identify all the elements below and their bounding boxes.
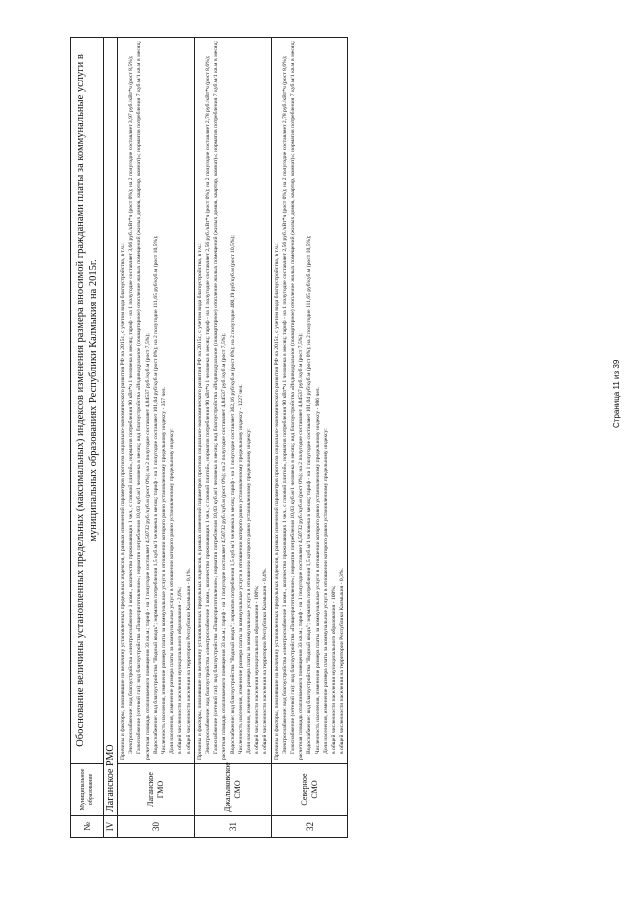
justification-line: Численность населения, изменение размера платы за коммунальные услуги в отношении которого равно установленному предельному индексу - 1227 чел. [237,384,244,754]
justification-line: Электроснабжение: вид благоустройства «электроснабжение 1 комн., количество проживающих 1 чел., с газовой плитой», норматив потребления 90 кВт*ч 1 человека в месяц; тариф - на 1 полугодие составляет 2,56 руб./кВт*ч (рост 0%); на 2 полугодие составляет 2,78 руб./кВт*ч (рост 8,6%); [281,55,288,754]
justification-line: Причины и факторы, повлиявшие на величину установленных предельных индексов, в рамках изменений параметров прогноза социально-экономического развития РФ на 2015г., с учетом вида благоустройства, в т.ч.: [120,243,126,760]
justification-line: Водоснабжение: вид благоустройства "Водный вводъ"; норматив потребления 1,5 куб.м/1 человека в месяц; тариф - на 1 полугодие составляет 362,16 руб/куб.м (рост 0%); на 2 полугодие 400,19 руб/куб.м (рост 10,5%); [229,235,236,754]
justification-line: в общей численности населения муниципального образования - 2,6%; [177,586,184,754]
document-page [70,38,608,838]
header-municipality: Муниципальное образование [71,764,104,816]
justification-line: Газоснабжение (сетевой газ): вид благоустройства «Пищеприготовление»; норматив потребления 10,03 куб.м/1 человека в месяц; вид благоустройства «Индивидуальное (поквартирное) отопление жилых помещений (жилых домов, квартир, комнат)»; норматив потребления 7 куб.м/1 кв.м в месяц; расчетная площадь отапливаемого помещения 33 кв.м.; тариф - на 1 полугодие составляет 4,50732 руб./куб.м (рост 0%); на 2 полугодие составляет 4,84537 руб./куб.м (рост 7,5%); [136,41,151,760]
justification-line: Электроснабжение: вид благоустройства «электроснабжение 1 комн., количество проживающих 1 чел., с газовой плитой», норматив потребления 90 кВт*ч 1 человека в месяц; тариф - на 1 полугодие составляет 2,56 руб./кВт*ч (рост 0%); на 2 полугодие составляет 2,78 руб./кВт*ч (рост 8,6%); [205,55,212,754]
justification-line: Численность населения, изменение размера платы за коммунальные услуги в отношении которого равно установленному предельному индексу - 357 чел. [161,387,168,754]
justification-line: в общей численности населения на территории Республики Калмыкия - 0,1%. [185,568,192,754]
section-num: IV [104,816,118,838]
row-number: 30 [118,816,195,838]
justification-line: Водоснабжение: вид благоустройства "Водный вводъ"; норматив потребления 1,5 куб.м/1 человека в месяц; тариф - на 1 полугодие составляет 101,04 руб/куб.м (рост 0%); на 2 полугодие 111,65 руб/куб.м (рост 10,5%); [306,235,313,754]
row-justification [118,38,195,764]
justification-line: Электроснабжение: вид благоустройства «электроснабжение 1 комн., количество проживающих 1 чел., с газовой плитой», норматив потребления 90 кВт*ч 1 человека в месяц; тариф - на 1 полугодие составляет 3,66 руб./кВт*ч (рост 0%); на 2 полугодие составляет 3,97 руб./кВт*ч (рост 8,5%); [128,55,135,754]
justification-line: Численность населения, изменение размера платы за коммунальные услуги в отношении которого равно установленному предельному индексу - 986 чел. [314,387,321,754]
justification-line: Газоснабжение (сетевой газ): вид благоустройства «Пищеприготовление»; норматив потребления 10,03 куб.м/1 человека в месяц; вид благоустройства «Индивидуальное (поквартирное) отопление жилых помещений (жилых домов, квартир, комнат)»; норматив потребления 7 куб.м/1 кв.м в месяц; расчетная площадь отапливаемого помещения 33 кв.м.; тариф - на 1 полугодие составляет 4,50732 руб./куб.м (рост 0%); на 2 полугодие составляет 4,84537 руб./куб.м (рост 7,5%); [213,41,228,760]
justification-line: Доля населения, изменение размера платы за коммунальные услуги в отношении которого равно установленному предельному индексу: [246,428,253,754]
justification-line: в общей численности населения муниципального образования - 100%; [254,585,261,754]
table-row [271,38,348,838]
justification-line: Причины и факторы, повлиявшие на величину установленных предельных индексов, в рамках изменений параметров прогноза социально-экономического развития РФ на 2015г., с учетом вида благоустройства, в т.ч.: [196,243,203,760]
justification-line: Причины и факторы, повлиявшие на величину установленных предельных индексов, в рамках изменений параметров прогноза социально-экономического развития РФ на 2015г., с учетом вида благоустройства, в т.ч.: [273,243,280,760]
section-row [104,38,118,838]
table-row [194,38,271,838]
row-number: 31 [194,816,271,838]
table-row [118,38,195,838]
row-municipality: Джалыковское СМО [194,764,271,816]
header-num: № [71,816,104,838]
justification-line: Доля населения, изменение размера платы за коммунальные услуги в отношении которого равно установленному предельному индексу: [169,428,176,754]
section-name: Лаганское РМО [104,38,118,816]
table-header-row [71,38,104,838]
justification-line: в общей численности населения муниципального образования - 100%; [331,585,338,754]
justification-line: Доля населения, изменение размера платы за коммунальные услуги в отношении которого равно установленному предельному индексу: [322,428,329,754]
justification-line: в общей численности населения на территории Республики Калмыкия - 0,4%. [262,568,269,754]
header-title: Обоснование величины установленных предельных (максимальных) индексов изменения размера вносимой гражданами платы за коммунальные услуги в муниципальных образованиях Республики Калмыкия на 2015г. [71,38,104,764]
row-justification [271,38,348,764]
row-municipality: Лаганское ГМО [118,764,195,816]
page-number: Страница 11 из 39 [612,359,621,428]
justification-line: Газоснабжение (сетевой газ): вид благоустройства «Пищеприготовление»; норматив потребления 10,03 куб.м/1 человека в месяц; вид благоустройства «Индивидуальное (поквартирное) отопление жилых помещений (жилых домов, квартир, комнат)»; норматив потребления 7 куб.м/1 кв.м в месяц; расчетная площадь отапливаемого помещения 33 кв.м.; тариф - на 1 полугодие составляет 4,50732 руб./куб.м (рост 0%); на 2 полугодие составляет 4,84537 руб./куб.м (рост 7,5%); [290,41,305,760]
row-municipality: Северное СМО [271,764,348,816]
row-justification [194,38,271,764]
justification-line: Водоснабжение: вид благоустройства "Водный вводъ"; норматив потребления 1,5 куб.м/1 человека в месяц; тариф - на 1 полугодие составляет 101,04 руб/куб.м (рост 0%); на 2 полугодие 111,65 руб/куб.м (рост 10,5%); [152,235,159,754]
row-number: 32 [271,816,348,838]
justification-line: в общей численности населения на территории Республики Калмыкия - 0,3%. [339,568,346,754]
tariff-justification-table [70,37,348,838]
table-body [118,38,348,838]
